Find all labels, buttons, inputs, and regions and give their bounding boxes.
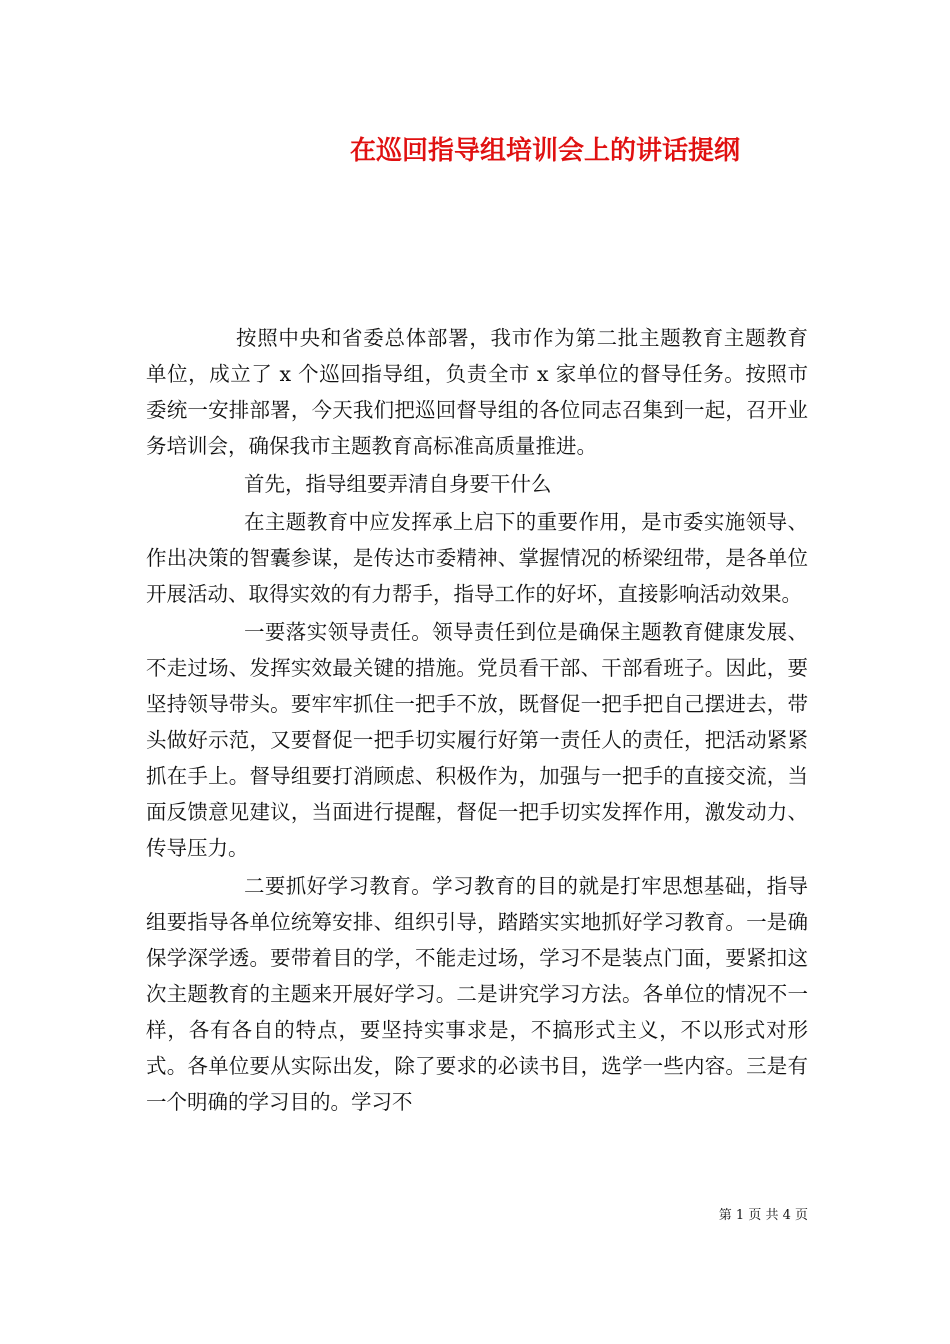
paragraph-leadership: 一要落实领导责任。领导责任到位是确保主题教育健康发展、不走过场、发挥实效最关键的措施。党员看干部、干部看班子。因此，要坚持领导带头。要牢牢抓住一把手不放，既督促一把手把自己摆进去，带头做好示范，又要督促一把手切实履行好第一责任人的责任，把活动紧紧抓在手上。督导组要打消顾虑、积极作为，加强与一把手的直接交流，当面反馈意见建议，当面进行提醒，督促一把手切实发挥作用，激发动力、传导压力。 xyxy=(146,620,808,860)
paragraph-intro: 按照中央和省委总体部署，我市作为第二批主题教育主题教育单位，成立了 x 个巡回指导组，负责全市 x 家单位的督导任务。按照市委统一安排部署，今天我们把巡回督导组的各位同志召集到一起，召开业务培训会，确保我市主题教育高标准高质量推进。 xyxy=(146,326,808,458)
document-title: 在巡回指导组培训会上的讲话提纲 xyxy=(349,136,740,166)
paragraph-role: 在主题教育中应发挥承上启下的重要作用，是市委实施领导、作出决策的智囊参谋，是传达市委精神、掌握情况的桥梁纽带，是各单位开展活动、取得实效的有力帮手，指导工作的好坏，直接影响活动效果。 xyxy=(146,510,808,606)
document-body xyxy=(146,320,808,1120)
paragraph-heading-first: 首先，指导组要弄清自身要干什么 xyxy=(244,472,552,496)
paragraph-study: 二要抓好学习教育。学习教育的目的就是打牢思想基础，指导组要指导各单位统筹安排、组织引导，踏踏实实地抓好学习教育。一是确保学深学透。要带着目的学，不能走过场，学习不是装点门面，要紧扣这次主题教育的主题来开展好学习。二是讲究学习方法。各单位的情况不一样，各有各自的特点，要坚持实事求是，不搞形式主义，不以形式对形式。各单位要从实际出发，除了要求的必读书目，选学一些内容。三是有一个明确的学习目的。学习不 xyxy=(146,874,808,1114)
page-number-footer: 第 1 页 共 4 页 xyxy=(718,1208,808,1223)
